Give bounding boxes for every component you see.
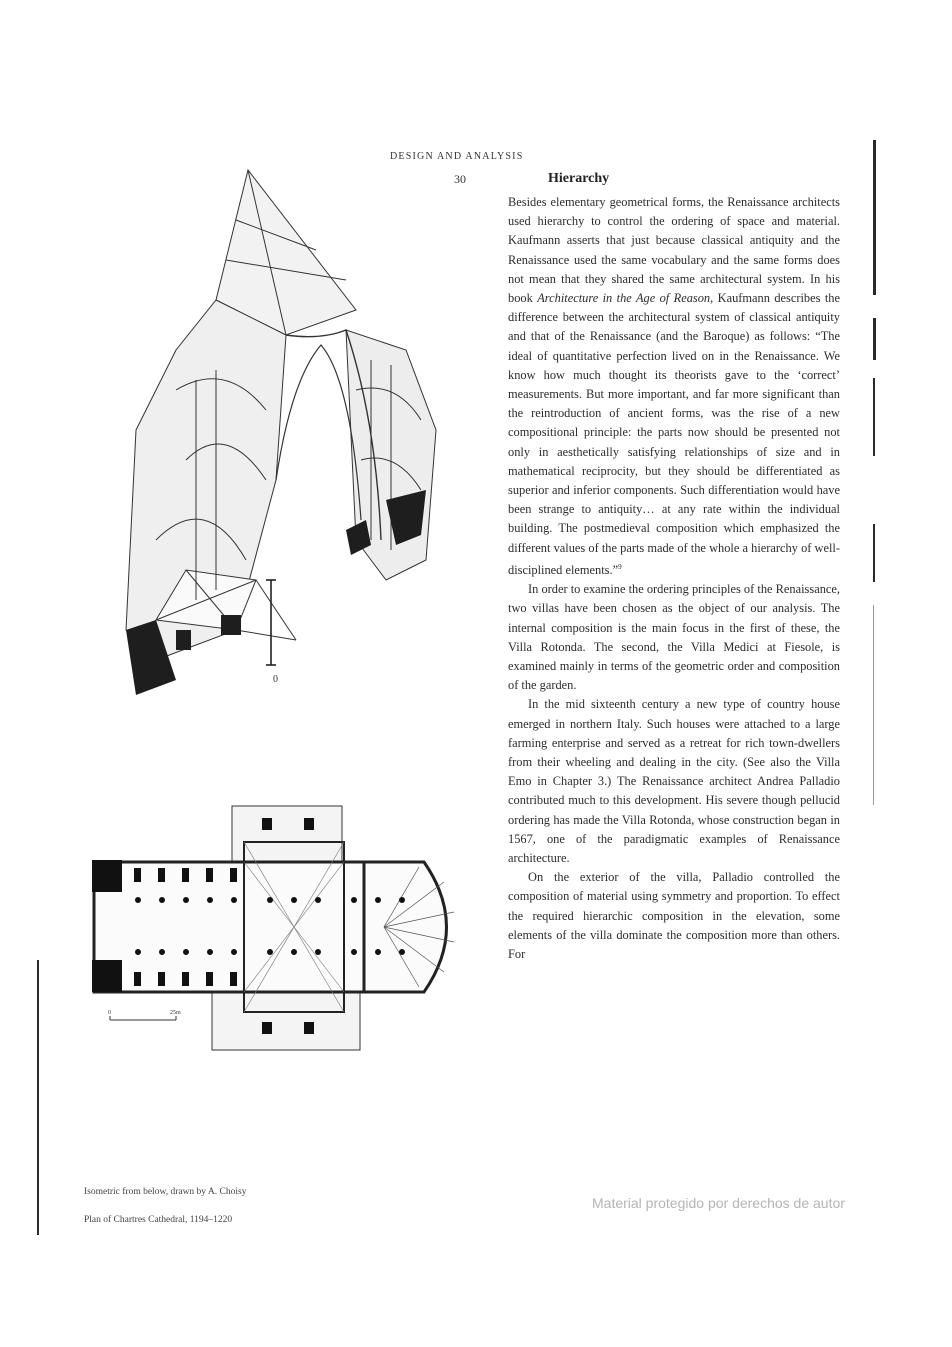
left-edge-mark <box>37 960 39 1235</box>
footnote-marker: 9 <box>618 562 622 571</box>
book-title: Architecture in the Age of Reason <box>537 291 711 306</box>
isometric-drawing <box>116 160 476 700</box>
paragraph-1: Besides elementary geometrical forms, the Renaissance architects used hierarchy to control the ordering of space and material. Kaufmann asserts that just because classical antiquity and the Renaissance used the same vocabulary and the same forms does not mean that they shared the same architectural system. In his book Architecture in the Age of Reason, Kaufmann describes the difference between the architectural system of classical antiquity and that of the Renaissance (and the Baroque) as follows: “The ideal of quantitative perfection lived on in the Renaissance. We know how much thought its theorists gave to the ‘correct’ measurements. But more important, and far more significant than the reintroduction of ancient forms, was the rise of a new compositional principle: the parts now should be presented not only in aesthetically satisfying relationships of size and in mathematical reciprocity, but they should be differentiated as superior and inferior components. Such differentiation would have been strange to antiquity… at any rate within the individual building. The postmedieval composition which emphasized the different values of the parts made of the whole a hierarchy of well-disciplined elements.”$^9$ <box>508 195 840 577</box>
right-edge-mark <box>873 140 876 295</box>
body-text <box>508 193 840 964</box>
running-head: DESIGN AND ANALYSIS <box>390 151 524 162</box>
iso-scale-label: 0 <box>273 674 278 685</box>
right-edge-mark <box>873 524 875 582</box>
page-number: 30 <box>454 172 466 186</box>
paragraph-3: In the mid sixteenth century a new type of country house emerged in northern Italy. Such houses were attached to a large farming enterprise and served as a retreat for rich town-dwellers from their wheeling and dealing in the city. (See also the Villa Emo in Chapter 3.) The Renaissance architect Andrea Palladio contributed much to this development. His severe though pellucid ordering has made the Villa Rotonda, whose construction began in 1567, one of the paradigmatic examples of Renaissance architecture. <box>508 697 840 866</box>
caption-isometric: Isometric from below, drawn by A. Choisy <box>84 1187 247 1197</box>
right-edge-mark <box>873 318 876 360</box>
watermark: Material protegido por derechos de autor <box>592 1195 845 1211</box>
paragraph-2: In order to examine the ordering principles of the Renaissance, two villas have been chosen as the object of our analysis. The internal composition is the main focus in the first of these, the Villa Rotonda. The second, the Villa Medici at Fiesole, is examined mainly in terms of the geometric order and composition of the garden. <box>508 582 840 693</box>
paragraph-4: On the exterior of the villa, Palladio controlled the composition of material using symmetry and proportion. To effect the required hierarchic composition in the elevation, some elements of the villa dominate the composition more than others. For <box>508 870 840 962</box>
section-heading: Hierarchy <box>548 171 610 186</box>
cathedral-plan <box>84 802 484 1052</box>
plan-scale-start: 0 <box>108 1010 111 1016</box>
caption-plan: Plan of Chartres Cathedral, 1194–1220 <box>84 1215 233 1225</box>
right-edge-mark <box>873 378 875 456</box>
right-edge-mark <box>873 605 874 805</box>
plan-scale-end: 25m <box>170 1010 181 1016</box>
